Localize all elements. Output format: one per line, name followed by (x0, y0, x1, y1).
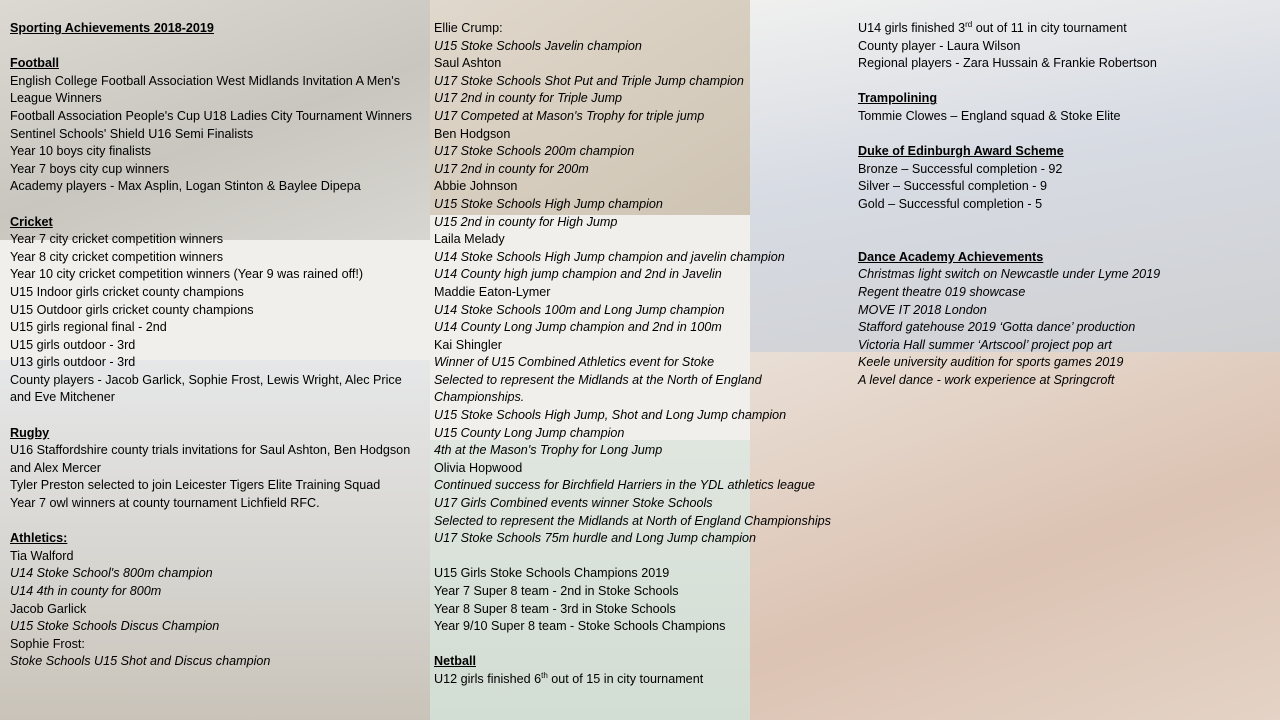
list-item: County players - Jacob Garlick, Sophie Frost, Lewis Wright, Alec Price and Eve Mitchener (10, 372, 402, 405)
list-item: Academy players - Max Asplin, Logan Stinton & Baylee Dipepa (10, 179, 361, 194)
athlete-achievement: Selected to represent the Midlands at North of England Championships (434, 513, 831, 528)
list-item: U15 girls outdoor - 3rd (10, 337, 136, 352)
list-item: Regional players - Zara Hussain & Frankie Robertson (858, 56, 1157, 71)
list-item: Year 10 boys city finalists (10, 144, 151, 159)
athletics-heading: Athletics: (10, 531, 68, 546)
athlete-name: Ellie Crump: (434, 21, 503, 35)
list-item: Year 8 Super 8 team - 3rd in Stoke Schools (434, 601, 676, 616)
list-item: U13 girls outdoor - 3rd (10, 355, 136, 370)
dofe-heading: Duke of Edinburgh Award Scheme (858, 144, 1064, 159)
athlete-name: Saul Ashton (434, 56, 502, 71)
list-item: Bronze – Successful completion - 92 (858, 161, 1063, 176)
trampolining-heading: Trampolining (858, 91, 938, 106)
netball-u12-result: U12 girls finished 6th out of 15 in city tournament (434, 670, 704, 686)
athlete-achievement: U17 Stoke Schools 75m hurdle and Long Jump champion (434, 531, 757, 546)
football-heading: Football (10, 56, 59, 71)
athlete-achievement: U17 2nd in county for 200m (434, 161, 589, 176)
athlete-achievement: U15 County Long Jump champion (434, 425, 625, 440)
athlete-achievement: U15 2nd in county for High Jump (434, 214, 618, 229)
athlete-achievement: U15 Stoke Schools High Jump, Shot and Long Jump champion (434, 408, 787, 423)
list-item: Year 10 city cricket competition winners (Year 9 was rained off!) (10, 267, 364, 282)
rugby-heading: Rugby (10, 425, 50, 440)
list-item: County player - Laura Wilson (858, 38, 1021, 53)
athlete-achievement: U17 Stoke Schools Shot Put and Triple Jump champion (434, 73, 744, 88)
list-item: Year 9/10 Super 8 team - Stoke Schools Champions (434, 619, 726, 634)
list-item: U15 Indoor girls cricket county champions (10, 284, 244, 299)
athlete-achievement: U14 4th in county for 800m (10, 584, 162, 598)
athlete-achievement: U14 County Long Jump champion and 2nd in 100m (434, 320, 722, 335)
list-item: Silver – Successful completion - 9 (858, 179, 1047, 194)
list-item: A level dance - work experience at Springcroft (858, 372, 1115, 387)
list-item: Gold – Successful completion - 5 (858, 196, 1043, 211)
list-item: Year 7 boys city cup winners (10, 161, 170, 176)
athlete-name: Maddie Eaton-Lymer (434, 284, 551, 299)
middle-column (434, 20, 858, 689)
athlete-achievement: U15 Stoke Schools High Jump champion (434, 196, 663, 211)
athlete-achievement: U17 2nd in county for Triple Jump (434, 91, 623, 106)
left-column (10, 20, 426, 671)
dance-heading: Dance Academy Achievements (858, 249, 1044, 264)
list-item: Year 7 Super 8 team - 2nd in Stoke Schools (434, 584, 679, 598)
athlete-achievement: Continued success for Birchfield Harriers in the YDL athletics league (434, 478, 816, 493)
list-item: Keele university audition for sports games 2019 (858, 355, 1124, 370)
athlete-name: Tia Walford (10, 548, 74, 563)
list-item: English College Football Association West Midlands Invitation A Men's League Winners (10, 73, 400, 106)
athlete-achievement: U14 County high jump champion and 2nd in Javelin (434, 267, 722, 282)
athlete-name: Kai Shingler (434, 337, 502, 352)
netball-heading: Netball (434, 654, 476, 669)
list-item: Stafford gatehouse 2019 ‘Gotta dance’ production (858, 320, 1136, 335)
list-item: Year 8 city cricket competition winners (10, 249, 224, 264)
athlete-name: Ben Hodgson (434, 126, 511, 141)
athlete-achievement: U15 Stoke Schools Discus Champion (10, 619, 220, 634)
list-item: U15 Outdoor girls cricket county champions (10, 302, 254, 317)
cricket-heading: Cricket (10, 214, 53, 229)
athlete-name: Jacob Garlick (10, 601, 87, 616)
athlete-achievement: U14 Stoke School's 800m champion (10, 566, 213, 581)
list-item: Tyler Preston selected to join Leicester Tigers Elite Training Squad (10, 478, 381, 493)
athlete-name: Olivia Hopwood (434, 460, 523, 475)
list-item: Tommie Clowes – England squad & Stoke Elite (858, 108, 1121, 123)
athlete-name: Laila Melady (434, 232, 505, 247)
list-item: MOVE IT 2018 London (858, 302, 987, 317)
list-item: Christmas light switch on Newcastle under Lyme 2019 (858, 267, 1161, 282)
athlete-name: Sophie Frost: (10, 636, 85, 651)
list-item: Football Association People's Cup U18 Ladies City Tournament Winners (10, 108, 412, 123)
athlete-achievement: 4th at the Mason's Trophy for Long Jump (434, 443, 663, 458)
netball-u14-result: U14 girls finished 3rd out of 11 in city tournament (858, 19, 1127, 35)
list-item: Victoria Hall summer ‘Artscool’ project pop art (858, 337, 1112, 352)
athlete-achievement: U14 Stoke Schools High Jump champion and javelin champion (434, 249, 785, 264)
right-column (858, 20, 1276, 389)
athlete-achievement: U17 Stoke Schools 200m champion (434, 144, 635, 159)
athlete-achievement: Stoke Schools U15 Shot and Discus champion (10, 654, 271, 669)
list-item: U15 girls regional final - 2nd (10, 320, 167, 335)
athlete-achievement: U14 Stoke Schools 100m and Long Jump champion (434, 302, 725, 317)
athlete-name: Abbie Johnson (434, 179, 518, 194)
list-item: U15 Girls Stoke Schools Champions 2019 (434, 566, 670, 581)
athlete-achievement: U15 Stoke Schools Javelin champion (434, 38, 642, 53)
athlete-achievement: Selected to represent the Midlands at the North of England Championships. (434, 372, 762, 405)
list-item: Year 7 owl winners at county tournament Lichfield RFC. (10, 496, 320, 511)
list-item: U16 Staffordshire county trials invitations for Saul Ashton, Ben Hodgson and Alex Mercer (10, 443, 411, 475)
page-title: Sporting Achievements 2018-2019 (10, 21, 214, 35)
list-item: Year 7 city cricket competition winners (10, 232, 224, 247)
athlete-achievement: Winner of U15 Combined Athletics event for Stoke (434, 355, 715, 370)
list-item: Sentinel Schools' Shield U16 Semi Finalists (10, 126, 254, 141)
list-item: Regent theatre 019 showcase (858, 284, 1026, 299)
athlete-achievement: U17 Competed at Mason's Trophy for triple jump (434, 108, 705, 123)
athlete-achievement: U17 Girls Combined events winner Stoke Schools (434, 496, 713, 511)
